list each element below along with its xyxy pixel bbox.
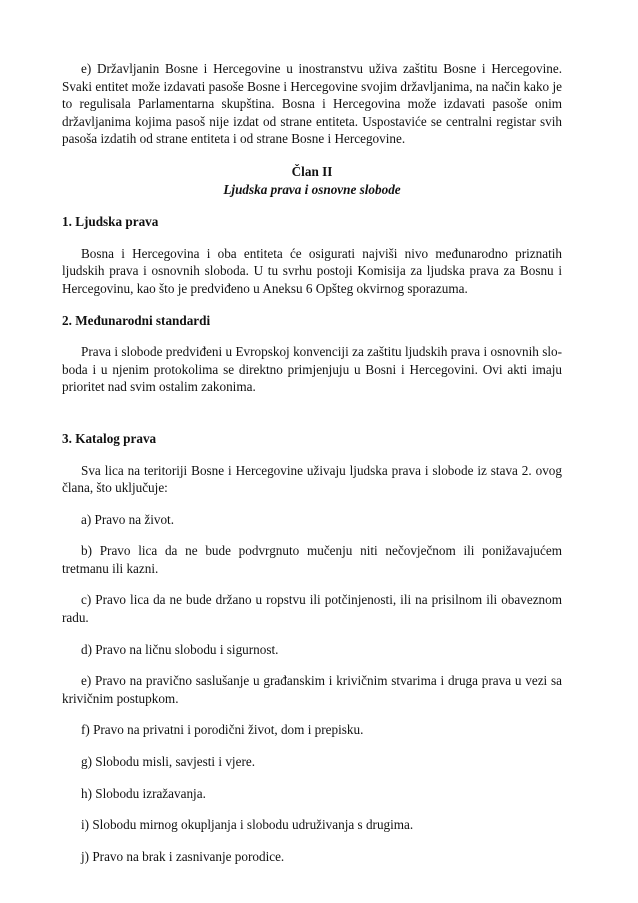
right-item-f: f) Pravo na privatni i porodični život, dom i prepisku.: [81, 722, 364, 738]
section-text-2: Prava i slobode predviđeni u Evropskoj konvenciji za zaštitu ljudskih prava i osnovnih sloboda i u njenim protokolima se direktno primjenjuju u Bosni i Hercegovini. Ovi akti imaju prioritet nad svim ostalim zakonima.: [62, 344, 562, 395]
section-heading-2: 2. Međunarodni standardi: [62, 312, 211, 328]
section-heading-1: 1. Ljudska prava: [62, 214, 159, 230]
article-title: Ljudska prava i osnovne slobode: [223, 181, 401, 197]
right-item-d: d) Pravo na ličnu slobodu i sigurnost.: [81, 641, 279, 657]
right-item-i: i) Slobodu mirnog okupljanja i slobodu udruživanja s drugima.: [81, 817, 414, 833]
intro-paragraph: e) Državljanin Bosne i Hercegovine u inostranstvu uživa zaštitu Bosne i Hercegovine. Svaki entitet može izdavati pasoše Bosne i Hercegovine svojim državljanima, na način kako je to regulisala Parlamentarna skupština. Bosna i Hercegovina može izdavati pasoše onim državljanima kojima pasoš nije izdat od strane entiteta. Uspostaviće se centralni registar svih pasoša izdatih od strane entiteta i od strane Bosne i Hercegovine.: [62, 61, 562, 147]
right-item-c: c) Pravo lica da ne bude držano u ropstvu ili potčinjenosti, ili na prisilnom ili obaveznom radu.: [62, 592, 562, 626]
right-item-j: j) Pravo na brak i zasnivanje porodice.: [81, 848, 285, 864]
right-item-e: e) Pravo na pravično saslušanje u građanskim i krivičnim stvarima i druga prava u vezi sa krivičnim postupkom.: [62, 673, 562, 706]
right-item-h: h) Slobodu izražavanja.: [81, 785, 206, 801]
right-item-b: b) Pravo lica da ne bude podvrgnuto mučenju niti nečovječnom ili ponižavajućem tretmanu ili kazni.: [62, 543, 562, 576]
section-text-3: Sva lica na teritoriji Bosne i Hercegovine uživaju ljudska prava i slobode iz stava 2. ovog člana, što uključuje:: [62, 462, 562, 496]
right-item-g: g) Slobodu misli, savjesti i vjere.: [81, 754, 255, 770]
article-number: Član II: [291, 163, 333, 179]
section-text-1: Bosna i Hercegovina i oba entiteta će osigurati najviši nivo međunarodno priznatih ljudskih prava i osnovnih sloboda. U tu svrhu postoji Komisija za ljudska prava za Bosnu i Hercegovinu, kao što je predviđeno u Aneksu 6 Opšteg okvirnog sporazuma.: [62, 245, 562, 296]
section-heading-3: 3. Katalog prava: [62, 430, 157, 446]
right-item-a: a) Pravo na život.: [81, 511, 175, 527]
document-page: [62, 60, 562, 865]
